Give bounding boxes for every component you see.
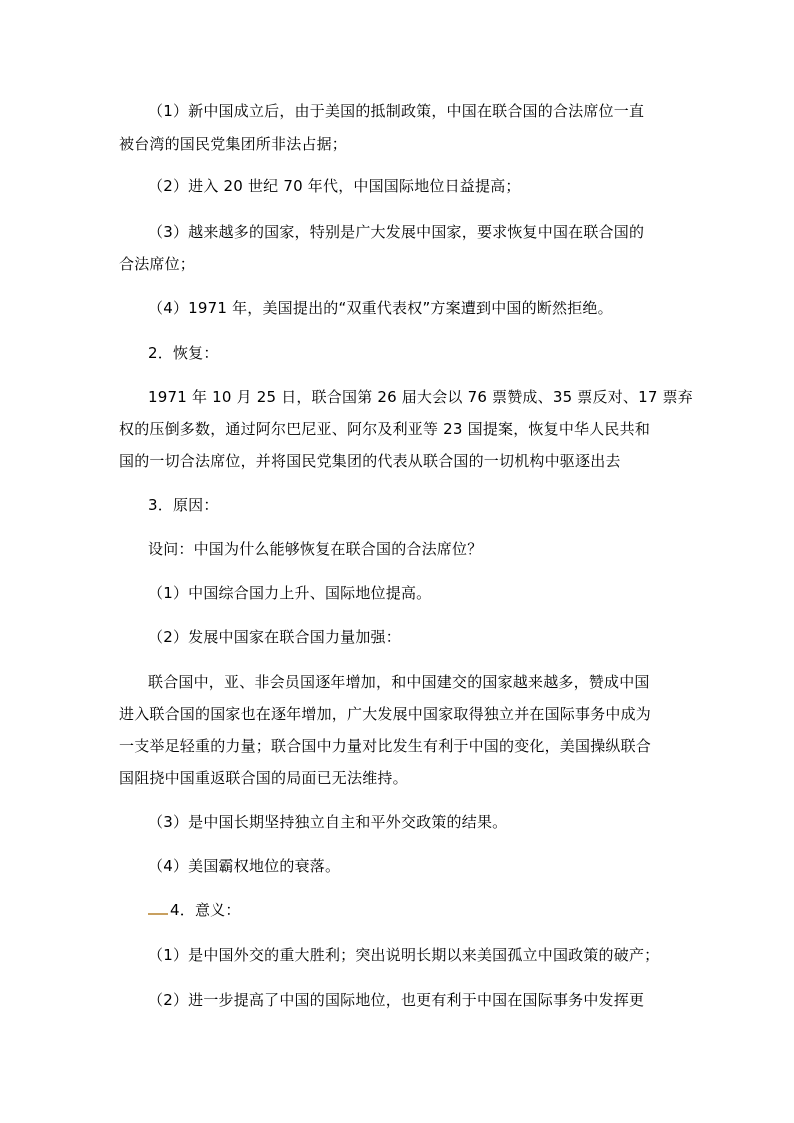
paragraph-line: 联合国中，亚、非会员国逐年增加，和中国建交的国家越来越多，赞成中国 bbox=[148, 673, 650, 691]
paragraph-line: （3）是中国长期坚持独立自主和平外交政策的结果。 bbox=[148, 813, 508, 831]
paragraph-line: 国阻挠中国重返联合国的局面已无法维持。 bbox=[119, 769, 408, 787]
paragraph-line: （1）新中国成立后，由于美国的抵制政策，中国在联合国的合法席位一直 bbox=[148, 102, 645, 120]
underline-mark bbox=[148, 913, 168, 915]
paragraph-line: 一支举足轻重的力量；联合国中力量对比发生有利于中国的变化，美国操纵联合 bbox=[119, 737, 652, 755]
paragraph-line: （4）1971 年，美国提出的“双重代表权”方案遭到中国的断然拒绝。 bbox=[148, 299, 613, 317]
section-heading: 3．原因： bbox=[148, 496, 219, 514]
paragraph-line: 设问：中国为什么能够恢复在联合国的合法席位？ bbox=[148, 540, 483, 558]
paragraph-line: 合法席位； bbox=[119, 255, 196, 273]
paragraph-line: 权的压倒多数，通过阿尔巴尼亚、阿尔及利亚等 23 国提案，恢复中华人民共和 bbox=[119, 420, 651, 438]
paragraph-line: 1971 年 10 月 25 日，联合国第 26 届大会以 76 票赞成、35 票反对、17 票弃 bbox=[148, 388, 693, 406]
paragraph-line: 国的一切合法席位，并将国民党集团的代表从联合国的一切机构中驱逐出去 bbox=[119, 452, 621, 470]
paragraph-line: （2）进一步提高了中国的国际地位，也更有利于中国在国际事务中发挥更 bbox=[148, 991, 645, 1009]
paragraph-line: （4）美国霸权地位的衰落。 bbox=[148, 857, 341, 875]
paragraph-line: （1）是中国外交的重大胜利；突出说明长期以来美国孤立中国政策的破产； bbox=[148, 946, 660, 964]
paragraph-line: 进入联合国的国家也在逐年增加，广大发展中国家取得独立并在国际事务中成为 bbox=[119, 705, 652, 723]
paragraph-line: （2）发展中国家在联合国力量加强： bbox=[148, 628, 401, 646]
paragraph-line: （1）中国综合国力上升、国际地位提高。 bbox=[148, 584, 432, 602]
paragraph-line: （3）越来越多的国家，特别是广大发展中国家，要求恢复中国在联合国的 bbox=[148, 223, 645, 241]
section-heading: 2．恢复： bbox=[148, 344, 219, 362]
paragraph-line: （2）进入 20 世纪 70 年代，中国国际地位日益提高； bbox=[148, 177, 521, 195]
paragraph-line: 被台湾的国民党集团所非法占据； bbox=[119, 135, 348, 153]
section-heading: 4．意义： bbox=[170, 901, 241, 919]
section-heading-row bbox=[148, 896, 708, 925]
